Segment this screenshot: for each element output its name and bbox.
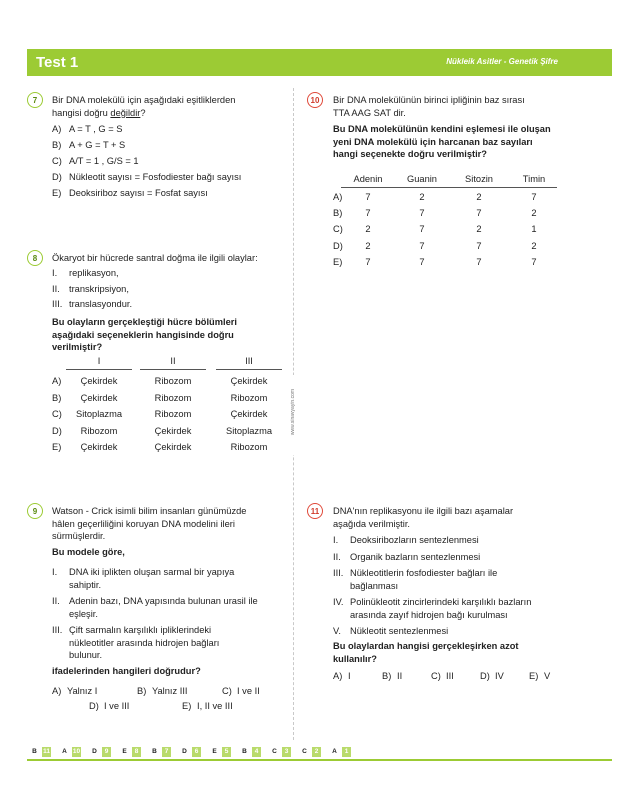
table-cell: 2 bbox=[476, 192, 482, 202]
answer-key-number: 6 bbox=[192, 747, 201, 757]
column-header-underline bbox=[341, 187, 557, 188]
table-cell: 7 bbox=[476, 240, 482, 251]
table-cell: Ribozom bbox=[154, 376, 192, 386]
statement-text: transkripsiyon, bbox=[69, 283, 129, 294]
question-stem: Ökaryot bir hücrede santral doğma ile ilgili olaylar: bbox=[52, 253, 258, 263]
prompt-line: hangi seçenekte doğru verilmiştir? bbox=[333, 149, 487, 159]
option-text: Yalnız III bbox=[152, 686, 188, 696]
table-cell: Çekirdek bbox=[80, 392, 118, 403]
prompt-line: yeni DNA molekülü için harcanan baz sayıları bbox=[333, 136, 533, 147]
stem-line: TTA AAG SAT dir. bbox=[333, 107, 406, 118]
table-cell: 7 bbox=[365, 256, 371, 267]
table-cell: Sitoplazma bbox=[226, 425, 272, 436]
table-cell: 7 bbox=[365, 208, 371, 219]
stem-line: hâlen geçerliliğini koruyan DNA modelini ileri bbox=[52, 518, 235, 529]
table-cell: 7 bbox=[419, 240, 425, 251]
option-text: A/T = 1 , G/S = 1 bbox=[69, 156, 139, 166]
stem-line: sürmüşlerdir. bbox=[52, 531, 106, 541]
question-10 bbox=[307, 92, 607, 277]
option-text: I ve III bbox=[104, 701, 130, 711]
table-cell: 7 bbox=[476, 256, 482, 267]
stem-line: aşağıda verilmiştir. bbox=[333, 518, 410, 529]
answer-key-letter: D bbox=[90, 747, 99, 757]
question-stem bbox=[52, 505, 246, 543]
table-column-header: Adenin bbox=[353, 174, 383, 184]
row-letter: A) bbox=[52, 376, 62, 386]
answer-key-letter: C bbox=[300, 747, 309, 757]
answer-key-letter: E bbox=[210, 747, 219, 757]
prompt-line: Bu DNA molekülünün kendini eşlemesi ile oluşan bbox=[333, 124, 551, 134]
option-letter: D) bbox=[52, 172, 62, 182]
statement-number: II. bbox=[333, 551, 341, 562]
question-9 bbox=[27, 503, 292, 718]
question-number-badge: 11 bbox=[307, 503, 323, 519]
stem-text: ? bbox=[140, 107, 146, 118]
table-cell: 2 bbox=[419, 192, 425, 202]
stem-text: hangisi doğru bbox=[52, 107, 111, 118]
row-letter: B) bbox=[333, 208, 343, 219]
statement-line: DNA iki iplikten oluşan sarmal bir yapıya bbox=[69, 567, 235, 577]
topic-title: Nükleik Asitler - Genetik Şifre bbox=[446, 57, 558, 66]
statement-line: Nükleotitlerin fosfodiester bağları ile bbox=[350, 568, 498, 578]
table-cell: 2 bbox=[365, 224, 371, 235]
statement-line: nükleotitler arasında hidrojen bağları bbox=[69, 637, 220, 648]
answer-key-letter: B bbox=[30, 747, 39, 757]
statement-line: Çift sarmalın karşılıklı ipliklerindeki bbox=[69, 625, 212, 635]
table-cell: Ribozom bbox=[154, 392, 192, 403]
option-letter: E) bbox=[52, 188, 62, 198]
row-letter: D) bbox=[333, 240, 343, 251]
option-letter: D) bbox=[89, 701, 99, 711]
table-cell: 7 bbox=[419, 224, 425, 235]
statement-line: bulunur. bbox=[69, 650, 103, 660]
prompt-line: Bu olaylardan hangisi gerçekleşirken azot bbox=[333, 641, 519, 651]
statement-line: Adenin bazı, DNA yapısında bulunan urasil ile bbox=[69, 596, 258, 606]
stem-line bbox=[52, 107, 292, 120]
option-text: IV bbox=[495, 671, 504, 681]
option-letter: A) bbox=[52, 124, 62, 134]
prompt-line: kullanılır? bbox=[333, 653, 377, 664]
option-text: Yalnız I bbox=[67, 686, 98, 696]
table-cell: Çekirdek bbox=[80, 376, 118, 386]
statement-line: eşleşir. bbox=[69, 608, 98, 619]
statement-line: sahiptir. bbox=[69, 579, 102, 590]
table-cell: 2 bbox=[365, 240, 371, 251]
option-text: Nükleotit sayısı = Fosfodiester bağı sayısı bbox=[69, 172, 242, 182]
table-cell: Ribozom bbox=[154, 409, 192, 419]
question-11 bbox=[307, 503, 607, 693]
prompt-line: aşağıdaki seçeneklerin hangisinde doğru bbox=[52, 329, 234, 340]
footer-line bbox=[27, 759, 612, 761]
question-7 bbox=[27, 92, 287, 212]
statement-number: III. bbox=[333, 568, 344, 578]
statement-text: replikasyon, bbox=[69, 268, 119, 278]
answer-key-number: 2 bbox=[312, 747, 321, 757]
statement-number: I. bbox=[52, 268, 58, 278]
question-number-badge: 9 bbox=[27, 503, 43, 519]
prompt-line: Bu olayların gerçekleştiği hücre bölümleri bbox=[52, 317, 237, 327]
option-letter: C) bbox=[431, 671, 441, 681]
question-number-badge: 8 bbox=[27, 250, 43, 266]
table-cell: 2 bbox=[531, 208, 537, 219]
column-header-underline bbox=[216, 369, 282, 370]
table-cell: Çekirdek bbox=[154, 442, 192, 452]
column-header-underline bbox=[66, 369, 132, 370]
option-letter: B) bbox=[52, 140, 62, 150]
answer-key-number: 4 bbox=[252, 747, 261, 757]
option-text: Deoksiriboz sayısı = Fosfat sayısı bbox=[69, 188, 208, 198]
table-cell: 7 bbox=[531, 192, 537, 202]
answer-key-number: 7 bbox=[162, 747, 171, 757]
option-letter: C) bbox=[52, 156, 62, 166]
answer-key-number: 10 bbox=[72, 748, 81, 755]
answer-key-number: 11 bbox=[43, 748, 50, 755]
publisher-url-text: www.sinavyayin.com bbox=[290, 388, 296, 436]
table-column-header: II bbox=[170, 356, 176, 366]
answer-key-number: 5 bbox=[222, 747, 231, 757]
option-letter: A) bbox=[52, 686, 62, 696]
statement-line: arasında zayıf hidrojen bağı kurulması bbox=[350, 609, 508, 620]
statement-number: I. bbox=[333, 535, 339, 545]
row-letter: D) bbox=[52, 425, 62, 436]
row-letter: C) bbox=[52, 409, 62, 419]
answer-key-number: 3 bbox=[282, 747, 291, 757]
answer-key-number: 8 bbox=[132, 747, 141, 757]
answer-key-letter: E bbox=[120, 747, 129, 757]
option-text: I, II ve III bbox=[197, 701, 233, 711]
option-text: V bbox=[544, 671, 551, 681]
statement-line: Organik bazların sentezlenmesi bbox=[350, 551, 481, 562]
answer-key-number: 9 bbox=[102, 747, 111, 757]
question-prompt bbox=[333, 123, 551, 161]
stem-line: DNA'nın replikasyonu ile ilgili bazı aşamalar bbox=[333, 506, 514, 516]
table-cell: Sitoplazma bbox=[76, 409, 122, 419]
option-letter: B) bbox=[382, 671, 392, 681]
option-letter: E) bbox=[182, 701, 192, 711]
answer-key-letter: B bbox=[150, 747, 159, 757]
statement-number: II. bbox=[52, 283, 60, 294]
prompt-line: verilmiştir? bbox=[52, 342, 103, 352]
table-cell: 7 bbox=[476, 208, 482, 219]
question-stem bbox=[333, 94, 525, 119]
statement-number: I. bbox=[52, 567, 58, 577]
stem-line: Watson - Crick isimli bilim insanları günümüzde bbox=[52, 506, 247, 516]
column-header-underline bbox=[140, 369, 206, 370]
option-letter: B) bbox=[137, 686, 147, 696]
question-prompt: ifadelerinden hangileri doğrudur? bbox=[52, 666, 201, 676]
table-cell: 7 bbox=[365, 192, 371, 202]
answer-key-letter: B bbox=[240, 747, 249, 757]
answer-key-letter: A bbox=[330, 747, 339, 757]
table-column-header: Guanin bbox=[407, 174, 437, 184]
test-header-bar bbox=[27, 49, 612, 76]
table-cell: Çekirdek bbox=[80, 442, 118, 452]
option-text: I ve II bbox=[237, 686, 260, 696]
test-title: Test 1 bbox=[36, 54, 79, 71]
table-cell: Ribozom bbox=[230, 392, 268, 403]
table-cell: 1 bbox=[531, 224, 537, 235]
table-column-header: III bbox=[245, 356, 253, 366]
table-cell: 7 bbox=[419, 256, 425, 267]
statement-number: V. bbox=[333, 626, 341, 636]
option-letter: E) bbox=[529, 671, 539, 681]
answer-key-letter: D bbox=[180, 747, 189, 757]
question-stem bbox=[52, 94, 292, 119]
option-text: A + G = T + S bbox=[69, 140, 126, 150]
question-prompt bbox=[52, 316, 237, 354]
question-number-badge: 7 bbox=[27, 92, 43, 108]
stem-line: Bir DNA molekülü için aşağıdaki eşitliklerden bbox=[52, 95, 236, 105]
option-letter: C) bbox=[222, 686, 232, 696]
statement-number: III. bbox=[52, 299, 63, 309]
statement-line: Polinükleotit zincirlerindeki karşılıklı bazların bbox=[350, 597, 532, 607]
table-cell: 2 bbox=[531, 240, 537, 251]
statement-text: translasyondur. bbox=[69, 299, 133, 309]
statement-line: Nükleotit sentezlenmesi bbox=[350, 626, 449, 636]
question-8 bbox=[27, 250, 287, 460]
question-number-badge: 10 bbox=[307, 92, 323, 108]
stem-line: Bir DNA molekülünün birinci ipliğinin baz sırası bbox=[333, 95, 525, 105]
option-text: III bbox=[446, 671, 454, 681]
row-letter: B) bbox=[52, 392, 62, 403]
option-letter: D) bbox=[480, 671, 490, 681]
statement-number: II. bbox=[52, 596, 60, 606]
row-letter: E) bbox=[52, 442, 62, 452]
table-column-header: Sitozin bbox=[465, 174, 493, 184]
option-text: I bbox=[348, 671, 351, 681]
question-stem bbox=[333, 505, 513, 530]
option-letter: A) bbox=[333, 671, 343, 681]
table-cell: Ribozom bbox=[80, 425, 118, 436]
row-letter: C) bbox=[333, 224, 343, 235]
question-lead: Bu modele göre, bbox=[52, 547, 125, 557]
table-cell: 7 bbox=[531, 256, 537, 267]
table-cell: 2 bbox=[476, 224, 482, 235]
statement-number: III. bbox=[52, 625, 63, 635]
table-cell: Ribozom bbox=[230, 442, 268, 452]
statement-line: Deoksiribozların sentezlenmesi bbox=[350, 535, 479, 545]
table-cell: Çekirdek bbox=[154, 425, 192, 436]
negation-word: değildir bbox=[110, 107, 141, 118]
statement-line: bağlanması bbox=[350, 580, 399, 591]
row-letter: A) bbox=[333, 192, 343, 202]
option-text: II bbox=[397, 671, 403, 681]
table-cell: 7 bbox=[419, 208, 425, 219]
row-letter: E) bbox=[333, 256, 343, 267]
answer-key-number: 1 bbox=[342, 747, 351, 757]
answer-key-letter: C bbox=[270, 747, 279, 757]
table-cell: Çekirdek bbox=[230, 409, 268, 419]
option-text: A = T , G = S bbox=[69, 124, 123, 134]
table-column-header: Timin bbox=[522, 174, 546, 184]
table-column-header: I bbox=[97, 356, 101, 366]
table-cell: Çekirdek bbox=[230, 376, 268, 386]
answer-key-letter: A bbox=[60, 747, 69, 757]
statement-number: IV. bbox=[333, 597, 344, 607]
question-prompt bbox=[333, 640, 519, 665]
